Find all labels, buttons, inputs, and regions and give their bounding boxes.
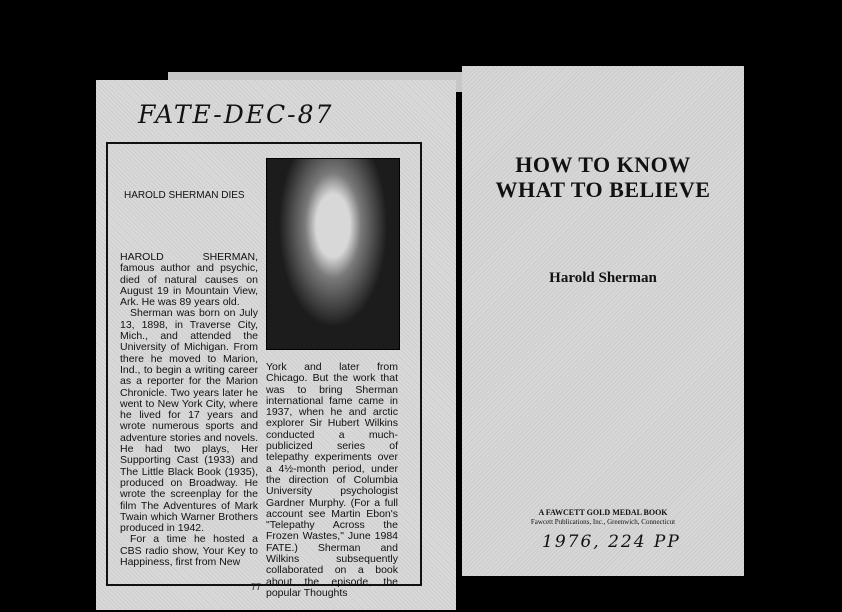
book-title-line: HOW TO KNOW xyxy=(515,152,691,177)
book-title-page xyxy=(462,66,744,576)
publisher-imprint: A FAWCETT GOLD MEDAL BOOK xyxy=(538,508,668,517)
article-paragraph: York and later from Chicago. But the work that was to bring Sherman international fame came in 1937, when he and arctic explorer Sir Hubert Wilkins conducted a much-publicized series of telepathy experiments over a 4½-month period, under the direction of Columbia University psychologist Gardner Murphy. (For a full account see Martin Ebon's "Telepathy Across the Frozen Wastes," June 1984 FATE.) Sherman and Wilkins subsequently collaborated on a book about the episode, the popular Thoughts xyxy=(266,361,398,599)
article-paragraph: Sherman was born on July 13, 1898, in Traverse City, Mich., and attended the University of Michigan. From there he moved to Marion, Ind., to begin a writing career as a reporter for the Marion Chronicle. Two years later he went to New York City, where he lived for 17 years and wrote numerous sports and adventure stories and novels. He had two plays, Her Supporting Cast (1933) and The Little Black Book (1935), produced on Broadway. He wrote the screenplay for the film The Adventures of Mark Twain which Warner Brothers produced in 1942. xyxy=(120,307,258,535)
page-number: 77 xyxy=(251,582,262,592)
book-author: Harold Sherman xyxy=(549,270,657,286)
article-paragraph: HAROLD SHERMAN, famous author and psychic, died of natural causes on August 19 in Mountain View, Ark. He was 89 years old. xyxy=(120,251,258,309)
article-headline: HAROLD SHERMAN DIES xyxy=(124,190,245,201)
handwritten-book-note: 1976, 224 PP xyxy=(542,532,681,552)
article-paragraph: For a time he hosted a CBS radio show, Your Key to Happiness, first from New xyxy=(120,533,258,569)
publisher-block xyxy=(462,508,744,526)
article-column-1 xyxy=(120,252,258,568)
article-column-2 xyxy=(266,362,398,599)
portrait-photo xyxy=(266,158,400,350)
handwritten-source-note: FATE-DEC-87 xyxy=(138,100,334,129)
publisher-address: Fawcett Publications, Inc., Greenwich, Connecticut xyxy=(530,518,676,526)
book-title-line: WHAT TO BELIEVE xyxy=(495,177,711,202)
book-title xyxy=(462,152,744,202)
newspaper-clipping xyxy=(96,80,456,610)
